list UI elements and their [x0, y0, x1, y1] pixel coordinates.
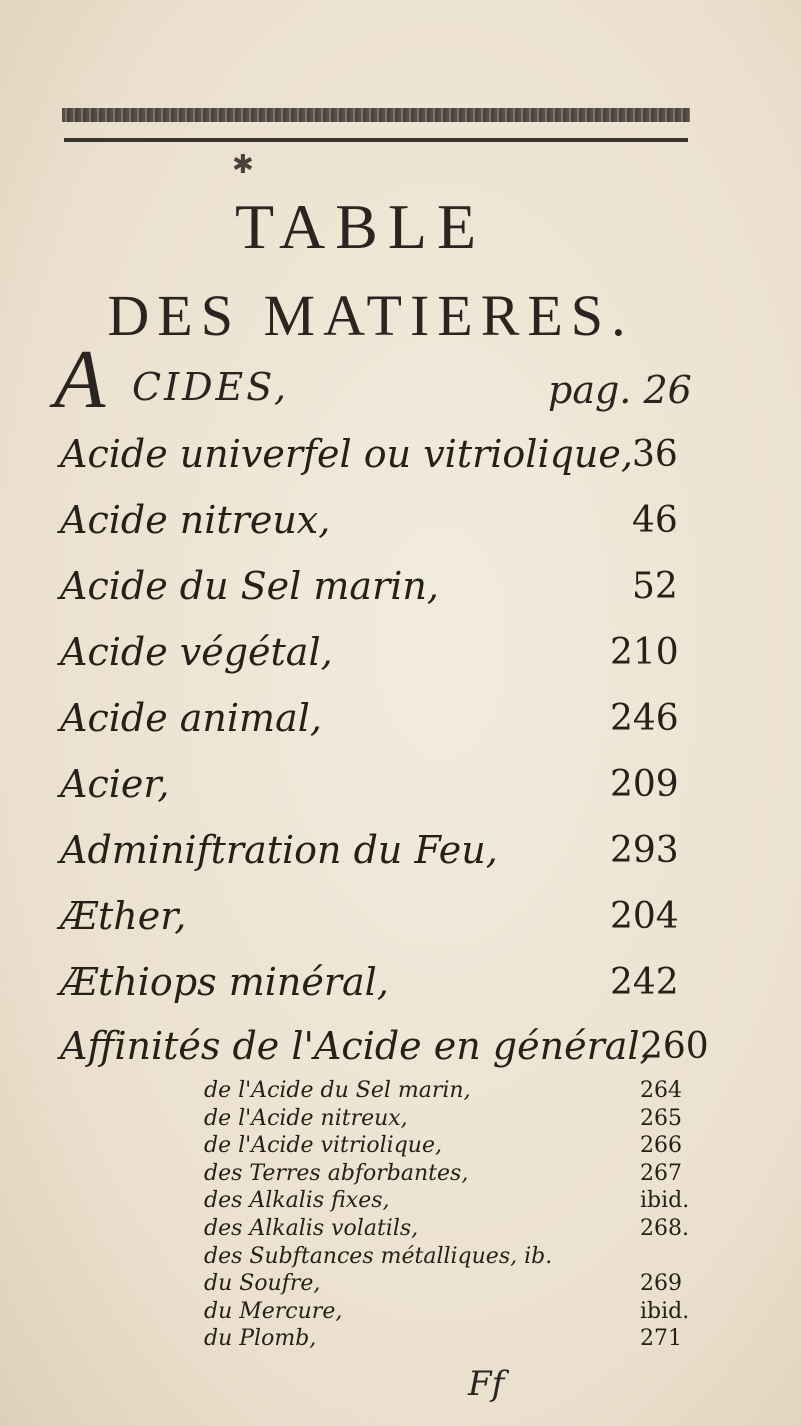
- index-entry-page: 260: [640, 1026, 709, 1067]
- index-entry-page: 52: [632, 566, 678, 607]
- sub-entry-label: du Mercure,: [204, 1298, 343, 1324]
- index-entry-page: 210: [610, 632, 679, 673]
- index-entry-label: Affinités de l'Acide en général,: [60, 1024, 652, 1068]
- index-entry-label: Acier,: [60, 762, 170, 806]
- page-title: TABLE: [234, 191, 487, 262]
- sub-entry-page: 269: [640, 1271, 682, 1297]
- sub-entry-page: 268.: [640, 1216, 689, 1241]
- index-entry-page: 242: [610, 962, 679, 1003]
- index-entry-page: 36: [632, 434, 678, 475]
- index-entry-page: 293: [610, 830, 679, 871]
- sub-entry-label: de l'Acide nitreux,: [204, 1105, 408, 1131]
- sub-entry-page: 265: [640, 1105, 682, 1131]
- sub-entry-label: du Soufre,: [204, 1271, 321, 1297]
- index-entry-page: 46: [632, 500, 678, 541]
- index-entry-label: Acide nitreux,: [60, 498, 331, 542]
- sub-entry-page: 267: [640, 1160, 682, 1186]
- sub-entry-page: ibid.: [640, 1188, 690, 1214]
- sub-entry-page: 271: [640, 1326, 682, 1352]
- catchword: Ff: [468, 1364, 505, 1404]
- sub-entry-label: de l'Acide du Sel marin,: [204, 1078, 471, 1103]
- sub-entry-label: des Alkalis volatils,: [204, 1216, 419, 1241]
- index-entry-label: Acide végétal,: [60, 630, 333, 674]
- sub-entry-label: du Plomb,: [204, 1326, 317, 1352]
- index-entry-page: 204: [610, 896, 679, 937]
- sub-entry-page: 266: [640, 1133, 682, 1159]
- index-entry-page: 209: [610, 764, 679, 805]
- horizontal-rule: [64, 138, 688, 142]
- index-entry-page: 246: [610, 698, 679, 739]
- drop-cap: A: [54, 333, 106, 426]
- first-entry-label: CIDES,: [132, 365, 290, 409]
- index-entry-label: Acide animal,: [60, 696, 322, 740]
- ornamental-band: [62, 108, 690, 122]
- index-entry-label: Adminiftration du Feu,: [60, 828, 498, 872]
- first-entry-page: pag. 26: [548, 368, 692, 412]
- sub-entry-page: 264: [640, 1078, 682, 1103]
- index-entry-label: Acide univerfel ou vitriolique,: [60, 432, 633, 476]
- sub-entry-label: des Terres abforbantes,: [204, 1160, 469, 1186]
- asterisk-icon: ✱: [232, 150, 254, 180]
- sub-entry-page: ibid.: [640, 1298, 690, 1324]
- index-entry-label: Æther,: [60, 894, 187, 938]
- sub-entry-label: de l'Acide vitriolique,: [204, 1133, 442, 1159]
- index-entry-label: Acide du Sel marin,: [60, 564, 439, 608]
- sub-entry-label: des Subftances métalliques, ib.: [204, 1243, 553, 1269]
- index-entry-label: Æthiops minéral,: [60, 960, 389, 1004]
- page-subtitle: DES MATIERES.: [107, 283, 634, 348]
- sub-entry-label: des Alkalis fixes,: [204, 1188, 390, 1214]
